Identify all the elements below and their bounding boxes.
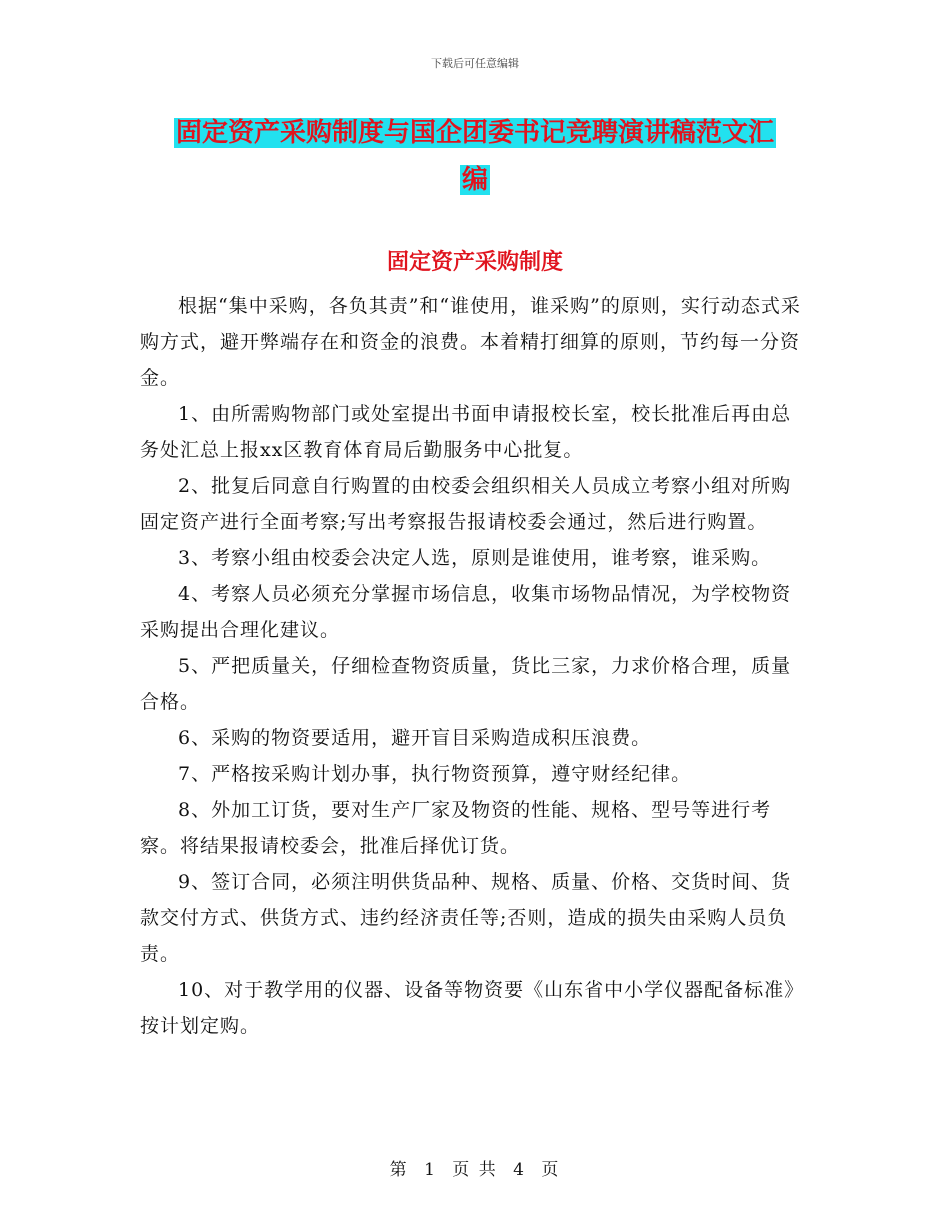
paragraph-intro: 根据“集中采购，各负其责”和“谁使用，谁采购”的原则，实行动态式采购方式，避开弊端存在和资金的浪费。本着精打细算的原则，节约每一分资金。 — [140, 295, 801, 389]
footer-mid: 页 共 — [452, 1160, 498, 1180]
main-title-line2: 编 — [461, 165, 488, 195]
paragraph-item-1: 1、由所需购物部门或处室提出书面申请报校长室，校长批准后再由总务处汇总上报xx区教育体育局后勤服务中心批复。 — [140, 403, 792, 461]
header-note: 下载后可任意编辑 — [431, 57, 519, 70]
footer-total-pages: 4 — [513, 1160, 526, 1180]
paragraph-item-3: 3、考察小组由校委会决定人选，原则是谁使用，谁考察，谁采购。 — [178, 547, 772, 569]
paragraph-item-5: 5、严把质量关，仔细检查物资质量，货比三家，力求价格合理，质量合格。 — [140, 655, 792, 713]
paragraph-item-4: 4、考察人员必须充分掌握市场信息，收集市场物品情况，为学校物资采购提出合理化建议。 — [140, 583, 792, 641]
paragraph-item-8: 8、外加工订货，要对生产厂家及物资的性能、规格、型号等进行考察。将结果报请校委会，批准后择优订货。 — [140, 799, 772, 857]
main-title-line1: 固定资产采购制度与国企团委书记竞聘演讲稿范文汇 — [175, 118, 774, 148]
paragraph-item-2: 2、批复后同意自行购置的由校委会组织相关人员成立考察小组对所购固定资产进行全面考察;写出考察报告报请校委会通过，然后进行购置。 — [140, 475, 792, 533]
footer-page-number: 1 — [424, 1160, 437, 1180]
footer-prefix: 第 — [389, 1160, 409, 1180]
paragraph-item-6: 6、采购的物资要适用，避开盲目采购造成积压浪费。 — [178, 727, 652, 749]
page-footer — [0, 1155, 950, 1180]
paragraph-item-9: 9、签订合同，必须注明供货品种、规格、质量、价格、交货时间、货款交付方式、供货方式、违约经济责任等;否则，造成的损失由采购人员负责。 — [140, 871, 792, 965]
body-text — [140, 288, 808, 1044]
main-title — [140, 110, 810, 204]
paragraph-item-7: 7、严格按采购计划办事，执行物资预算，遵守财经纪律。 — [178, 763, 692, 785]
paragraph-item-10: 10、对于教学用的仪器、设备等物资要《山东省中小学仪器配备标准》按计划定购。 — [140, 979, 805, 1037]
section-title: 固定资产采购制度 — [386, 249, 563, 275]
footer-suffix: 页 — [541, 1160, 561, 1180]
